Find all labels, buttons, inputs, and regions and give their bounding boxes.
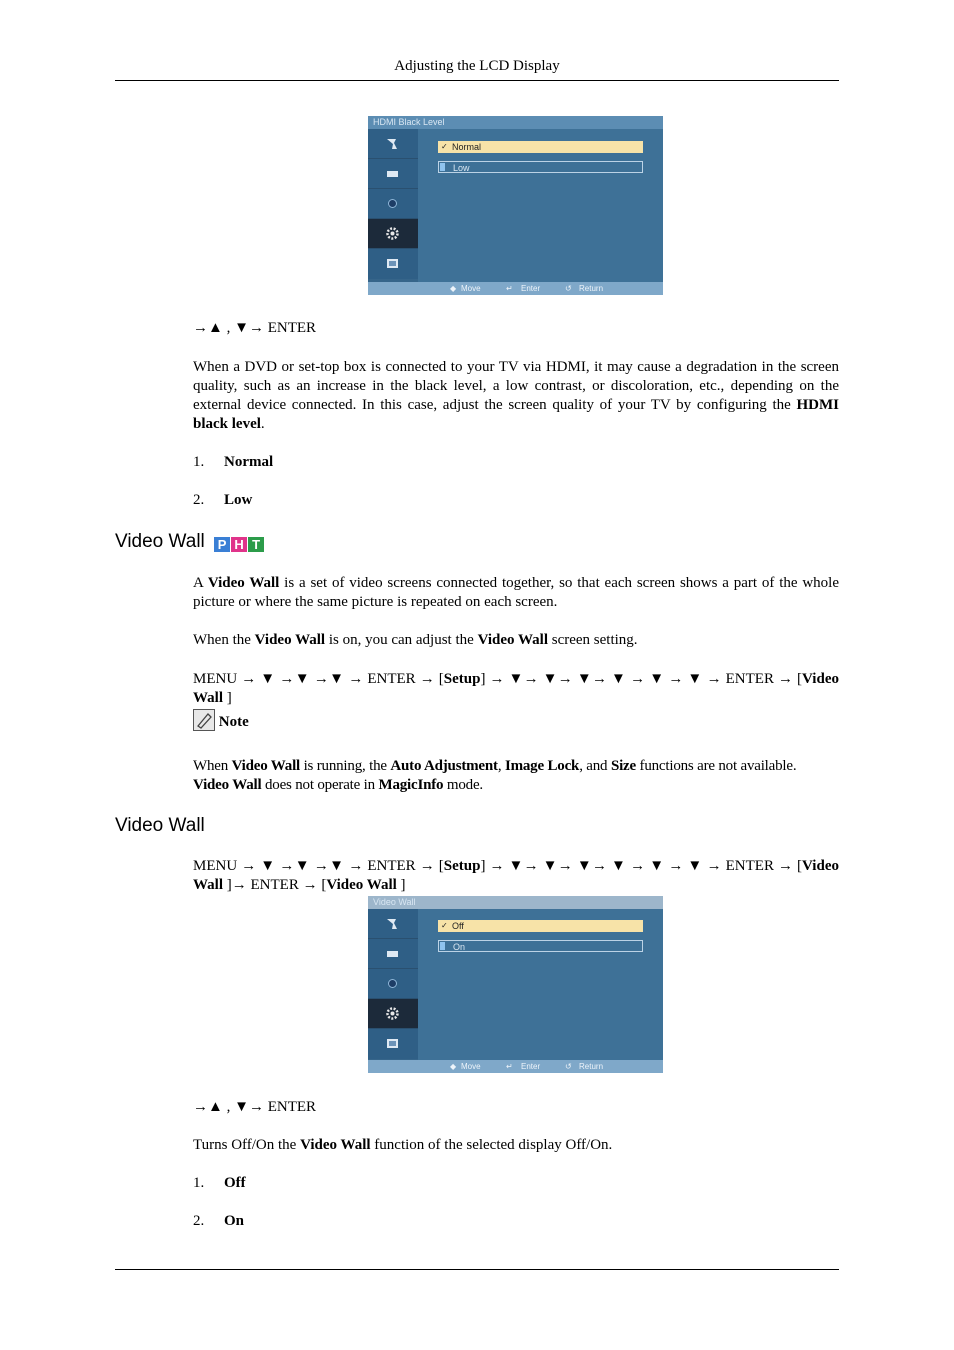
osd-footer-return: Return [579, 284, 604, 293]
osd-hdmi-black-level [368, 116, 663, 295]
intro-text: When a DVD or set-top box is connected to your TV via HDMI, it may cause a degradation in the screen quality, such as an increase in the black level, a low contrast, or discoloration, etc., depending on the external device connected. In this case, adjust the screen quality of your TV by configuring the [193, 359, 839, 413]
bold-text: Video Wall [300, 1137, 371, 1153]
bold-text: Video Wall [207, 575, 280, 591]
osd-input-icon [368, 249, 418, 279]
bold-text: Video Wall [477, 632, 548, 648]
text: ] → ▼→ ▼→ ▼→ ▼ → ▼ → ▼ → ENTER → [ [480, 858, 803, 874]
bold-text: MagicInfo [378, 777, 444, 793]
list-item-off: Off [224, 1175, 246, 1191]
text: ] → ▼→ ▼→ ▼→ ▼ → ▼ → ▼ → ENTER → [ [480, 671, 803, 687]
bold-text: Size [610, 758, 636, 774]
text: MENU → ▼ →▼ →▼ → ENTER → [ [193, 671, 444, 687]
osd-option-off[interactable] [438, 920, 643, 932]
bold-text: Wall [193, 690, 224, 706]
text: ]→ ENTER → [ [223, 877, 327, 893]
list-item-low: Low [224, 492, 253, 508]
text: is on, you can adjust the [328, 632, 474, 648]
nav-instruction-2: →▲ , ▼→ ENTER [193, 1099, 317, 1115]
check-icon: ✓ [441, 142, 448, 151]
osd-title: Video Wall [368, 896, 663, 909]
intro-paragraph [193, 358, 839, 434]
note-text [193, 757, 839, 795]
badge-h: H [231, 537, 247, 552]
badge-t: T [248, 537, 264, 552]
list-item-number: 1. [193, 1175, 205, 1191]
osd-picture-icon [368, 909, 418, 939]
osd-title: HDMI Black Level [368, 116, 663, 129]
note-label: Note [218, 714, 249, 730]
text: mode. [446, 777, 483, 793]
text: Turns Off/On the [193, 1137, 297, 1153]
heading-text: Video Wall [115, 531, 205, 552]
osd-video-wall [368, 896, 663, 1073]
section-heading-video-wall-2: Video Wall [115, 815, 205, 836]
osd-option-label: Low [453, 163, 470, 173]
enter-icon: ↵ [506, 284, 513, 293]
bold-text: Video [802, 858, 839, 874]
osd-sound-icon [368, 939, 418, 969]
intro-end: . [260, 416, 265, 432]
video-wall-description [193, 574, 839, 612]
osd-channel-icon [368, 969, 418, 999]
text: functions are not available. [639, 758, 797, 774]
osd-option-label: Normal [452, 142, 482, 152]
bold-text: Setup [443, 671, 481, 687]
nav-instruction: →▲ , ▼→ ENTER [193, 320, 317, 336]
list-item-normal: Normal [224, 454, 274, 470]
osd-footer [368, 282, 663, 295]
section-heading-video-wall [115, 531, 265, 555]
text: screen setting. [551, 632, 638, 648]
osd-footer [368, 1060, 663, 1073]
option-marker-icon [440, 942, 445, 950]
note-icon [193, 709, 215, 731]
text: ] [396, 877, 406, 893]
osd-footer-move: Move [461, 284, 481, 293]
osd-footer-move: Move [461, 1062, 481, 1071]
bold-text: Wall [193, 877, 224, 893]
badge-p: P [214, 537, 230, 552]
text: When [193, 758, 229, 774]
header-rule [115, 80, 839, 81]
list-item-number: 2. [193, 492, 205, 508]
osd-option-low[interactable] [438, 161, 643, 173]
enter-icon: ↵ [506, 1062, 513, 1071]
bold-text: Auto Adjustment [390, 758, 498, 774]
osd-option-label: On [453, 942, 466, 952]
bold-text: Video Wall [193, 777, 262, 793]
text: When the [193, 632, 251, 648]
intro-bold: HDMI black level [193, 397, 840, 432]
page-header-title: Adjusting the LCD Display [394, 58, 560, 74]
osd-footer-enter: Enter [521, 284, 541, 293]
move-icon: ◆ [450, 1062, 457, 1071]
move-icon: ◆ [450, 284, 457, 293]
bold-text: Image Lock [504, 758, 580, 774]
osd-sidebar [368, 909, 418, 1060]
osd-input-icon [368, 1029, 418, 1059]
video-wall-on-text [193, 631, 839, 650]
menu-path-2 [193, 857, 839, 895]
video-wall-toggle-description [193, 1136, 839, 1155]
osd-footer-enter: Enter [521, 1062, 541, 1071]
bold-text: Setup [443, 858, 481, 874]
osd-channel-icon [368, 189, 418, 219]
osd-sidebar [368, 129, 418, 282]
list-item-number: 1. [193, 454, 205, 470]
osd-option-on[interactable] [438, 940, 643, 952]
pht-badge [214, 533, 265, 555]
text: ] [223, 690, 232, 706]
list-item-number: 2. [193, 1213, 205, 1229]
text: is a set of video screens connected together, so that each screen shows a part of the whole picture or where the same picture is repeated on each screen. [193, 575, 840, 610]
list-item-on: On [224, 1213, 245, 1229]
text: A [193, 575, 204, 591]
footer-rule [115, 1269, 839, 1270]
text: , [497, 758, 502, 774]
option-marker-icon [440, 163, 445, 171]
bold-text: Video Wall [231, 758, 301, 774]
text: MENU → ▼ →▼ →▼ → ENTER → [ [193, 858, 444, 874]
bold-text: Video Wall [326, 877, 397, 893]
bold-text: Video [802, 671, 839, 687]
text: is running, the [303, 758, 387, 774]
note-block [193, 709, 249, 733]
osd-picture-icon [368, 129, 418, 159]
osd-sound-icon [368, 159, 418, 189]
osd-footer-return: Return [579, 1062, 604, 1071]
osd-setup-icon [368, 999, 418, 1029]
osd-option-normal[interactable] [438, 141, 643, 153]
bold-text: Video Wall [254, 632, 326, 648]
return-icon: ↺ [565, 1062, 572, 1071]
text: function of the selected display Off/On. [374, 1137, 613, 1153]
text: , and [579, 758, 608, 774]
osd-option-label: Off [452, 921, 464, 931]
osd-setup-icon [368, 219, 418, 249]
return-icon: ↺ [565, 284, 572, 293]
menu-path-1 [193, 670, 839, 708]
text: does not operate in [265, 777, 375, 793]
check-icon: ✓ [441, 921, 448, 930]
